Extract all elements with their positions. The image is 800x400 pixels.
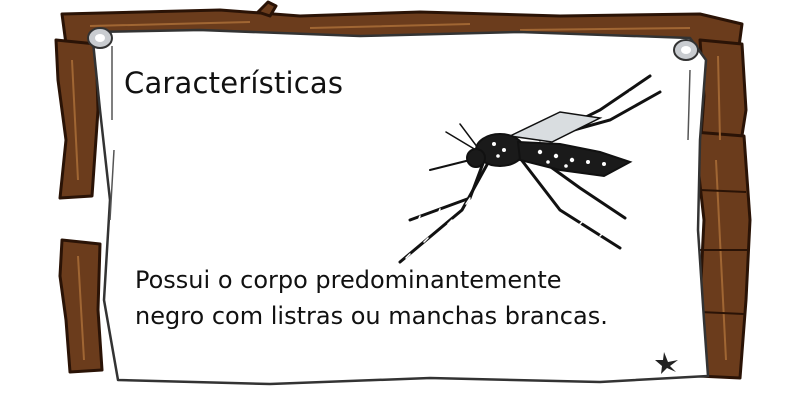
- sign-title: Características: [124, 66, 344, 100]
- nail-icon: [674, 40, 698, 60]
- description-text: [135, 262, 695, 334]
- nail-icon: [88, 28, 112, 48]
- description-line: Possui o corpo predominantemente: [135, 266, 562, 294]
- description-line: negro com listras ou manchas brancas.: [135, 302, 608, 330]
- mosquito-head: [467, 149, 485, 167]
